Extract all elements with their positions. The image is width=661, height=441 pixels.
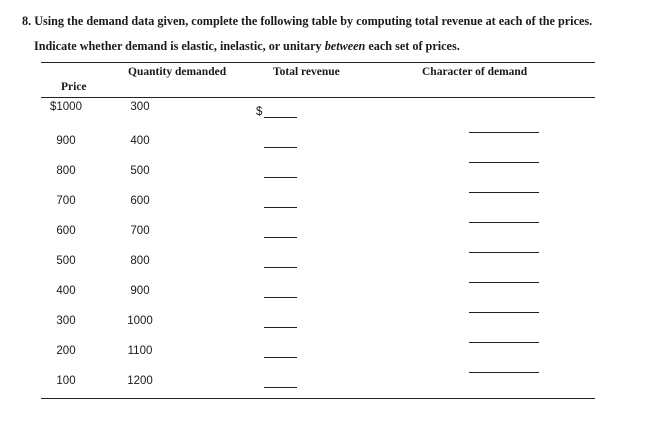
quantity-cell: 600 xyxy=(130,195,150,207)
price-cell: 400 xyxy=(56,285,76,297)
character-blank[interactable] xyxy=(469,162,539,163)
character-blank[interactable] xyxy=(469,132,539,133)
price-cell: 800 xyxy=(56,165,76,177)
instruction-emphasis: between xyxy=(324,39,366,53)
revenue-blank[interactable] xyxy=(264,117,297,118)
character-blank[interactable] xyxy=(469,252,539,253)
table-bottom-rule xyxy=(41,398,595,399)
character-blank[interactable] xyxy=(469,342,539,343)
revenue-blank[interactable] xyxy=(264,297,297,298)
character-blank[interactable] xyxy=(469,282,539,283)
revenue-blank[interactable] xyxy=(264,267,297,268)
revenue-blank[interactable] xyxy=(264,357,297,358)
quantity-cell: 800 xyxy=(130,255,150,267)
header-bottom-rule xyxy=(41,97,595,98)
revenue-blank[interactable] xyxy=(264,177,297,178)
price-cell: 900 xyxy=(56,135,76,147)
price-cell: 700 xyxy=(56,195,76,207)
instruction-pre: Indicate whether demand is elastic, inelastic, or unitary xyxy=(34,39,325,53)
instruction-post: each set of prices. xyxy=(365,39,460,53)
revenue-blank[interactable] xyxy=(264,147,297,148)
character-blank[interactable] xyxy=(469,372,539,373)
quantity-cell: 700 xyxy=(130,225,150,237)
quantity-cell: 900 xyxy=(130,285,150,297)
price-cell: 100 xyxy=(56,375,76,387)
price-cell: 500 xyxy=(56,255,76,267)
question-text: 8. Using the demand data given, complete the following table by computing total revenue at each of the prices. xyxy=(22,14,593,28)
quantity-cell: 300 xyxy=(130,101,150,113)
character-blank[interactable] xyxy=(469,222,539,223)
price-cell: 300 xyxy=(56,315,76,327)
header-price: Price xyxy=(61,81,87,93)
header-revenue: Total revenue xyxy=(273,66,340,78)
quantity-cell: 1100 xyxy=(127,345,153,357)
quantity-cell: 500 xyxy=(130,165,150,177)
price-cell: 600 xyxy=(56,225,76,237)
header-quantity: Quantity demanded xyxy=(128,66,227,78)
revenue-blank[interactable] xyxy=(264,327,297,328)
price-cell: 200 xyxy=(56,345,76,357)
revenue-blank[interactable] xyxy=(264,237,297,238)
quantity-cell: 1200 xyxy=(127,375,153,387)
price-cell: $1000 xyxy=(50,101,82,113)
dollar-sign: $ xyxy=(256,106,263,118)
question-instruction xyxy=(34,39,460,54)
revenue-blank[interactable] xyxy=(264,387,297,388)
character-blank[interactable] xyxy=(469,192,539,193)
quantity-cell: 1000 xyxy=(127,315,153,327)
header-character: Character of demand xyxy=(422,66,528,78)
table-top-rule xyxy=(41,62,595,63)
character-blank[interactable] xyxy=(469,312,539,313)
quantity-cell: 400 xyxy=(130,135,150,147)
revenue-blank[interactable] xyxy=(264,207,297,208)
